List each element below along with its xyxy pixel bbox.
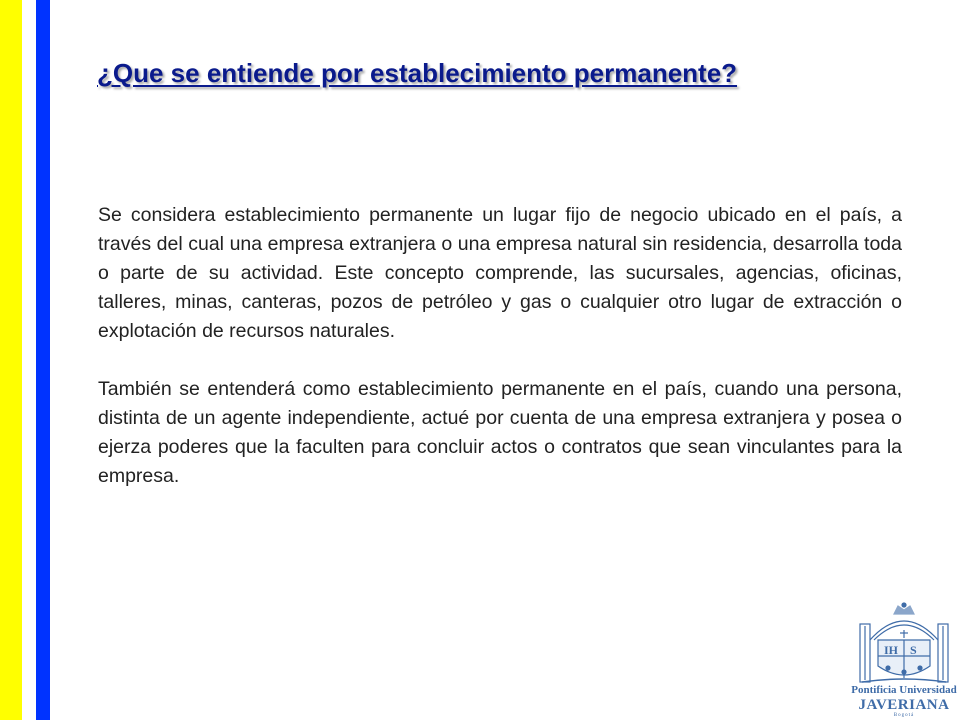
- logo-line-3: Bogotá: [893, 713, 915, 718]
- university-logo: [848, 600, 960, 720]
- left-yellow-bar: [0, 0, 22, 720]
- university-crest-icon: [848, 600, 960, 686]
- body-paragraph-2: También se entenderá como establecimiento permanente en el país, cuando una persona, distinta de un agente independiente, actué por cuenta de una empresa extranjera y posea o ejerza poderes que la faculten para concluir actos o contratos que sean vinculantes para la empresa.: [98, 378, 902, 487]
- svg-text:IH: IH: [884, 643, 899, 657]
- slide-body: [98, 201, 902, 491]
- logo-line-1: Pontificia Universidad: [851, 684, 957, 696]
- body-paragraph-1: Se considera establecimiento permanente un lugar fijo de negocio ubicado en el país, a través del cual una empresa extranjera o una empresa natural sin residencia, desarrolla toda o parte de su actividad. Este concepto comprende, las sucursales, agencias, oficinas, talleres, minas, canteras, pozos de petróleo y gas o cualquier otro lugar de extracción o explotación de recursos naturales.: [98, 204, 902, 342]
- logo-line-2: JAVERIANA: [858, 697, 950, 713]
- left-white-gap: [22, 0, 36, 720]
- svg-text:S: S: [910, 643, 917, 657]
- slide-title: ¿Que se entiende por establecimiento permanente?: [97, 58, 738, 88]
- left-blue-bar: [36, 0, 50, 720]
